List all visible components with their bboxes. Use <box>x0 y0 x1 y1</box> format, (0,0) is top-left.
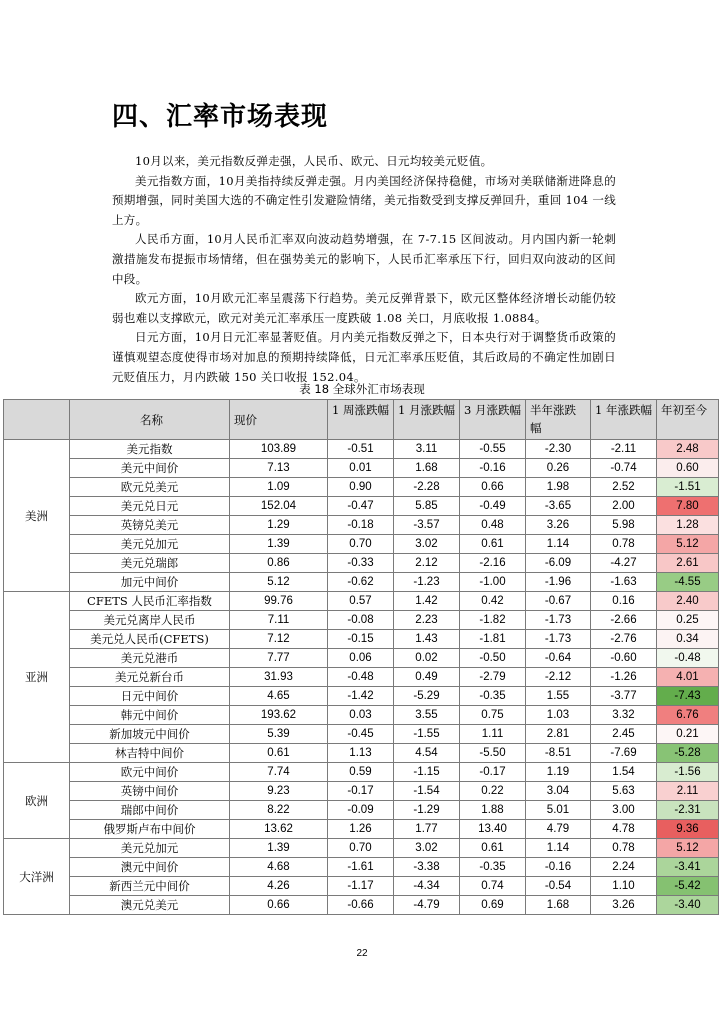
ytd-change-cell: 0.34 <box>657 630 719 649</box>
half-year-change-cell: -0.54 <box>526 877 591 896</box>
price-cell: 193.62 <box>230 706 328 725</box>
table-row <box>4 459 719 478</box>
one-month-change-cell: 0.02 <box>394 649 460 668</box>
ytd-change-cell: -5.28 <box>657 744 719 763</box>
currency-name-cell: 美元兑新台币 <box>70 668 230 687</box>
one-month-change-cell: 2.23 <box>394 611 460 630</box>
one-year-change-cell: -2.76 <box>591 630 657 649</box>
currency-name-cell: 美元中间价 <box>70 459 230 478</box>
one-month-change-cell: -1.23 <box>394 573 460 592</box>
one-month-change-cell: -3.57 <box>394 516 460 535</box>
one-month-change-cell: 3.55 <box>394 706 460 725</box>
table-row <box>4 649 719 668</box>
price-cell: 7.11 <box>230 611 328 630</box>
table-row <box>4 592 719 611</box>
one-month-change-cell: 4.54 <box>394 744 460 763</box>
three-month-change-cell: -1.00 <box>460 573 526 592</box>
price-cell: 5.12 <box>230 573 328 592</box>
half-year-change-cell: 0.26 <box>526 459 591 478</box>
currency-name-cell: 美元兑人民币(CFETS) <box>70 630 230 649</box>
ytd-change-cell: -4.55 <box>657 573 719 592</box>
table-row <box>4 497 719 516</box>
ytd-change-cell: 7.80 <box>657 497 719 516</box>
half-year-change-cell: -1.73 <box>526 611 591 630</box>
header-3m-change: 3 月涨跌幅 <box>460 400 526 440</box>
one-week-change-cell: -0.48 <box>328 668 394 687</box>
three-month-change-cell: -2.79 <box>460 668 526 687</box>
ytd-change-cell: -0.48 <box>657 649 719 668</box>
half-year-change-cell: -2.12 <box>526 668 591 687</box>
currency-name-cell: 美元兑离岸人民币 <box>70 611 230 630</box>
half-year-change-cell: 1.68 <box>526 896 591 915</box>
half-year-change-cell: -1.73 <box>526 630 591 649</box>
one-year-change-cell: 5.63 <box>591 782 657 801</box>
half-year-change-cell: 3.04 <box>526 782 591 801</box>
one-week-change-cell: 0.90 <box>328 478 394 497</box>
three-month-change-cell: -0.16 <box>460 459 526 478</box>
half-year-change-cell: -1.96 <box>526 573 591 592</box>
one-week-change-cell: -0.45 <box>328 725 394 744</box>
one-year-change-cell: -4.27 <box>591 554 657 573</box>
three-month-change-cell: 0.61 <box>460 535 526 554</box>
header-name: 名称 <box>70 400 230 440</box>
three-month-change-cell: -1.82 <box>460 611 526 630</box>
one-month-change-cell: 1.43 <box>394 630 460 649</box>
three-month-change-cell: 0.74 <box>460 877 526 896</box>
header-1w-change: 1 周涨跌幅 <box>328 400 394 440</box>
currency-name-cell: 新西兰元中间价 <box>70 877 230 896</box>
price-cell: 0.61 <box>230 744 328 763</box>
ytd-change-cell: 5.12 <box>657 839 719 858</box>
one-week-change-cell: 0.70 <box>328 535 394 554</box>
one-week-change-cell: 0.03 <box>328 706 394 725</box>
ytd-change-cell: -2.31 <box>657 801 719 820</box>
three-month-change-cell: 0.75 <box>460 706 526 725</box>
currency-name-cell: 美元兑日元 <box>70 497 230 516</box>
one-month-change-cell: 3.11 <box>394 440 460 459</box>
one-week-change-cell: -0.33 <box>328 554 394 573</box>
header-price: 现价 <box>230 400 328 440</box>
half-year-change-cell: 1.14 <box>526 535 591 554</box>
one-month-change-cell: -1.15 <box>394 763 460 782</box>
one-week-change-cell: -0.09 <box>328 801 394 820</box>
one-month-change-cell: 0.49 <box>394 668 460 687</box>
table-row <box>4 706 719 725</box>
currency-name-cell: 新加坡元中间价 <box>70 725 230 744</box>
ytd-change-cell: 2.48 <box>657 440 719 459</box>
ytd-change-cell: -7.43 <box>657 687 719 706</box>
currency-name-cell: 欧元中间价 <box>70 763 230 782</box>
currency-name-cell: CFETS 人民币汇率指数 <box>70 592 230 611</box>
paragraph: 人民币方面，10月人民币汇率双向波动趋势增强，在 7-7.15 区间波动。月内国内新一轮刺激措施发布提振市场情绪，但在强势美元的影响下，人民币汇率承压下行，回归双向波动的区间中段。 <box>112 232 616 286</box>
one-week-change-cell: -0.18 <box>328 516 394 535</box>
three-month-change-cell: 0.42 <box>460 592 526 611</box>
one-week-change-cell: 1.13 <box>328 744 394 763</box>
region-cell: 欧洲 <box>4 763 70 839</box>
one-week-change-cell: -0.15 <box>328 630 394 649</box>
paragraph: 美元指数方面，10月美指持续反弹走强。月内美国经济保持稳健，市场对美联储渐进降息的预期增强，同时美国大选的不确定性引发避险情绪，美元指数受到支撑反弹回升，重回 104 一线上方。 <box>112 173 616 227</box>
header-ytd-change: 年初至今 <box>657 400 719 440</box>
one-year-change-cell: 1.10 <box>591 877 657 896</box>
one-month-change-cell: 1.42 <box>394 592 460 611</box>
region-cell: 亚洲 <box>4 592 70 763</box>
price-cell: 0.66 <box>230 896 328 915</box>
table-row <box>4 440 719 459</box>
ytd-change-cell: 0.21 <box>657 725 719 744</box>
currency-name-cell: 澳元兑美元 <box>70 896 230 915</box>
one-week-change-cell: -0.17 <box>328 782 394 801</box>
three-month-change-cell: -5.50 <box>460 744 526 763</box>
half-year-change-cell: 1.14 <box>526 839 591 858</box>
currency-name-cell: 加元中间价 <box>70 573 230 592</box>
header-1y-change: 1 年涨跌幅 <box>591 400 657 440</box>
one-year-change-cell: 3.00 <box>591 801 657 820</box>
table-row <box>4 668 719 687</box>
table-body <box>4 440 719 915</box>
one-year-change-cell: 2.52 <box>591 478 657 497</box>
one-month-change-cell: -1.55 <box>394 725 460 744</box>
one-month-change-cell: 3.02 <box>394 839 460 858</box>
header-region <box>4 400 70 440</box>
page-number: 22 <box>356 948 368 959</box>
three-month-change-cell: 0.48 <box>460 516 526 535</box>
table-row <box>4 478 719 497</box>
three-month-change-cell: 0.69 <box>460 896 526 915</box>
table-row <box>4 858 719 877</box>
half-year-change-cell: 4.79 <box>526 820 591 839</box>
three-month-change-cell: -0.17 <box>460 763 526 782</box>
half-year-change-cell: 1.03 <box>526 706 591 725</box>
one-week-change-cell: 0.01 <box>328 459 394 478</box>
header-1m-change: 1 月涨跌幅 <box>394 400 460 440</box>
half-year-change-cell: 2.81 <box>526 725 591 744</box>
one-year-change-cell: 3.32 <box>591 706 657 725</box>
one-month-change-cell: 1.77 <box>394 820 460 839</box>
half-year-change-cell: -0.67 <box>526 592 591 611</box>
price-cell: 7.77 <box>230 649 328 668</box>
section-heading: 四、汇率市场表现 <box>112 102 329 132</box>
half-year-change-cell: -6.09 <box>526 554 591 573</box>
one-year-change-cell: -2.66 <box>591 611 657 630</box>
one-week-change-cell: -0.47 <box>328 497 394 516</box>
region-cell: 美洲 <box>4 440 70 592</box>
one-week-change-cell: 1.26 <box>328 820 394 839</box>
one-week-change-cell: -0.66 <box>328 896 394 915</box>
one-year-change-cell: -1.63 <box>591 573 657 592</box>
one-year-change-cell: 3.26 <box>591 896 657 915</box>
ytd-change-cell: -3.40 <box>657 896 719 915</box>
price-cell: 152.04 <box>230 497 328 516</box>
three-month-change-cell: 0.66 <box>460 478 526 497</box>
currency-name-cell: 林吉特中间价 <box>70 744 230 763</box>
one-week-change-cell: 0.57 <box>328 592 394 611</box>
half-year-change-cell: 5.01 <box>526 801 591 820</box>
half-year-change-cell: 1.98 <box>526 478 591 497</box>
ytd-change-cell: 1.28 <box>657 516 719 535</box>
price-cell: 4.26 <box>230 877 328 896</box>
one-week-change-cell: 0.70 <box>328 839 394 858</box>
three-month-change-cell: -0.35 <box>460 687 526 706</box>
table-row <box>4 687 719 706</box>
one-month-change-cell: -3.38 <box>394 858 460 877</box>
one-year-change-cell: 0.78 <box>591 535 657 554</box>
one-week-change-cell: -1.61 <box>328 858 394 877</box>
half-year-change-cell: -8.51 <box>526 744 591 763</box>
fx-market-table <box>3 399 719 915</box>
one-week-change-cell: 0.59 <box>328 763 394 782</box>
body-text <box>112 152 616 387</box>
table-row <box>4 763 719 782</box>
one-month-change-cell: -5.29 <box>394 687 460 706</box>
one-week-change-cell: -1.17 <box>328 877 394 896</box>
ytd-change-cell: 0.60 <box>657 459 719 478</box>
one-year-change-cell: -0.60 <box>591 649 657 668</box>
one-year-change-cell: 0.78 <box>591 839 657 858</box>
three-month-change-cell: -0.49 <box>460 497 526 516</box>
currency-name-cell: 美元兑加元 <box>70 839 230 858</box>
currency-name-cell: 英镑兑美元 <box>70 516 230 535</box>
three-month-change-cell: -1.81 <box>460 630 526 649</box>
ytd-change-cell: 2.11 <box>657 782 719 801</box>
price-cell: 13.62 <box>230 820 328 839</box>
one-month-change-cell: -4.79 <box>394 896 460 915</box>
price-cell: 1.39 <box>230 535 328 554</box>
one-year-change-cell: -1.26 <box>591 668 657 687</box>
table-row <box>4 744 719 763</box>
price-cell: 31.93 <box>230 668 328 687</box>
three-month-change-cell: -0.55 <box>460 440 526 459</box>
ytd-change-cell: -1.51 <box>657 478 719 497</box>
ytd-change-cell: -5.42 <box>657 877 719 896</box>
one-week-change-cell: -0.62 <box>328 573 394 592</box>
table-row <box>4 820 719 839</box>
three-month-change-cell: -2.16 <box>460 554 526 573</box>
three-month-change-cell: 13.40 <box>460 820 526 839</box>
currency-name-cell: 英镑中间价 <box>70 782 230 801</box>
one-year-change-cell: 2.24 <box>591 858 657 877</box>
price-cell: 7.13 <box>230 459 328 478</box>
table-row <box>4 782 719 801</box>
price-cell: 0.86 <box>230 554 328 573</box>
table-row <box>4 630 719 649</box>
ytd-change-cell: 9.36 <box>657 820 719 839</box>
table-row <box>4 839 719 858</box>
three-month-change-cell: 1.88 <box>460 801 526 820</box>
region-cell: 大洋洲 <box>4 839 70 915</box>
one-week-change-cell: -1.42 <box>328 687 394 706</box>
one-year-change-cell: 4.78 <box>591 820 657 839</box>
half-year-change-cell: 1.19 <box>526 763 591 782</box>
ytd-change-cell: 6.76 <box>657 706 719 725</box>
three-month-change-cell: 1.11 <box>460 725 526 744</box>
currency-name-cell: 美元兑瑞郎 <box>70 554 230 573</box>
three-month-change-cell: -0.35 <box>460 858 526 877</box>
currency-name-cell: 欧元兑美元 <box>70 478 230 497</box>
ytd-change-cell: 0.25 <box>657 611 719 630</box>
one-year-change-cell: -0.74 <box>591 459 657 478</box>
table-header-row <box>4 400 719 440</box>
one-year-change-cell: -7.69 <box>591 744 657 763</box>
table-row <box>4 554 719 573</box>
price-cell: 1.29 <box>230 516 328 535</box>
one-month-change-cell: 3.02 <box>394 535 460 554</box>
price-cell: 7.12 <box>230 630 328 649</box>
table-row <box>4 516 719 535</box>
ytd-change-cell: 2.40 <box>657 592 719 611</box>
one-week-change-cell: -0.51 <box>328 440 394 459</box>
header-6m-change: 半年涨跌幅 <box>526 400 591 440</box>
price-cell: 9.23 <box>230 782 328 801</box>
one-year-change-cell: 1.54 <box>591 763 657 782</box>
price-cell: 4.68 <box>230 858 328 877</box>
three-month-change-cell: 0.22 <box>460 782 526 801</box>
currency-name-cell: 美元兑加元 <box>70 535 230 554</box>
table-row <box>4 611 719 630</box>
half-year-change-cell: 3.26 <box>526 516 591 535</box>
one-month-change-cell: -2.28 <box>394 478 460 497</box>
half-year-change-cell: 1.55 <box>526 687 591 706</box>
half-year-change-cell: -0.16 <box>526 858 591 877</box>
one-year-change-cell: 0.16 <box>591 592 657 611</box>
price-cell: 7.74 <box>230 763 328 782</box>
price-cell: 5.39 <box>230 725 328 744</box>
price-cell: 8.22 <box>230 801 328 820</box>
currency-name-cell: 韩元中间价 <box>70 706 230 725</box>
table-caption: 表 18 全球外汇市场表现 <box>299 382 425 396</box>
paragraph: 欧元方面，10月欧元汇率呈震荡下行趋势。美元反弹背景下，欧元区整体经济增长动能仍较弱也难以支撑欧元，欧元对美元汇率承压一度跌破 1.08 关口，月底收报 1.0884。 <box>112 291 616 325</box>
half-year-change-cell: -2.30 <box>526 440 591 459</box>
paragraph: 日元方面，10月日元汇率显著贬值。月内美元指数反弹之下，日本央行对于调整货币政策的谨慎观望态度使得市场对加息的预期持续降低，日元汇率承压贬值，其后政局的不确定性加剧日元贬值压力，月内跌破 150 关口收报 152.04。 <box>112 330 616 384</box>
half-year-change-cell: -0.64 <box>526 649 591 668</box>
one-year-change-cell: -3.77 <box>591 687 657 706</box>
table-row <box>4 725 719 744</box>
price-cell: 1.09 <box>230 478 328 497</box>
table-row <box>4 896 719 915</box>
table-row <box>4 801 719 820</box>
ytd-change-cell: 5.12 <box>657 535 719 554</box>
table-row <box>4 535 719 554</box>
table-row <box>4 877 719 896</box>
currency-name-cell: 俄罗斯卢布中间价 <box>70 820 230 839</box>
currency-name-cell: 澳元中间价 <box>70 858 230 877</box>
one-week-change-cell: 0.06 <box>328 649 394 668</box>
three-month-change-cell: -0.50 <box>460 649 526 668</box>
currency-name-cell: 美元兑港币 <box>70 649 230 668</box>
one-month-change-cell: 1.68 <box>394 459 460 478</box>
price-cell: 103.89 <box>230 440 328 459</box>
one-month-change-cell: -1.54 <box>394 782 460 801</box>
ytd-change-cell: 4.01 <box>657 668 719 687</box>
one-year-change-cell: 2.45 <box>591 725 657 744</box>
currency-name-cell: 日元中间价 <box>70 687 230 706</box>
price-cell: 4.65 <box>230 687 328 706</box>
one-week-change-cell: -0.08 <box>328 611 394 630</box>
paragraph: 10月以来，美元指数反弹走强，人民币、欧元、日元均较美元贬值。 <box>135 154 493 168</box>
three-month-change-cell: 0.61 <box>460 839 526 858</box>
one-month-change-cell: -4.34 <box>394 877 460 896</box>
one-year-change-cell: -2.11 <box>591 440 657 459</box>
ytd-change-cell: -1.56 <box>657 763 719 782</box>
table-row <box>4 573 719 592</box>
price-cell: 99.76 <box>230 592 328 611</box>
half-year-change-cell: -3.65 <box>526 497 591 516</box>
ytd-change-cell: -3.41 <box>657 858 719 877</box>
one-year-change-cell: 2.00 <box>591 497 657 516</box>
one-year-change-cell: 5.98 <box>591 516 657 535</box>
currency-name-cell: 美元指数 <box>70 440 230 459</box>
currency-name-cell: 瑞郎中间价 <box>70 801 230 820</box>
one-month-change-cell: 2.12 <box>394 554 460 573</box>
price-cell: 1.39 <box>230 839 328 858</box>
one-month-change-cell: 5.85 <box>394 497 460 516</box>
one-month-change-cell: -1.29 <box>394 801 460 820</box>
ytd-change-cell: 2.61 <box>657 554 719 573</box>
